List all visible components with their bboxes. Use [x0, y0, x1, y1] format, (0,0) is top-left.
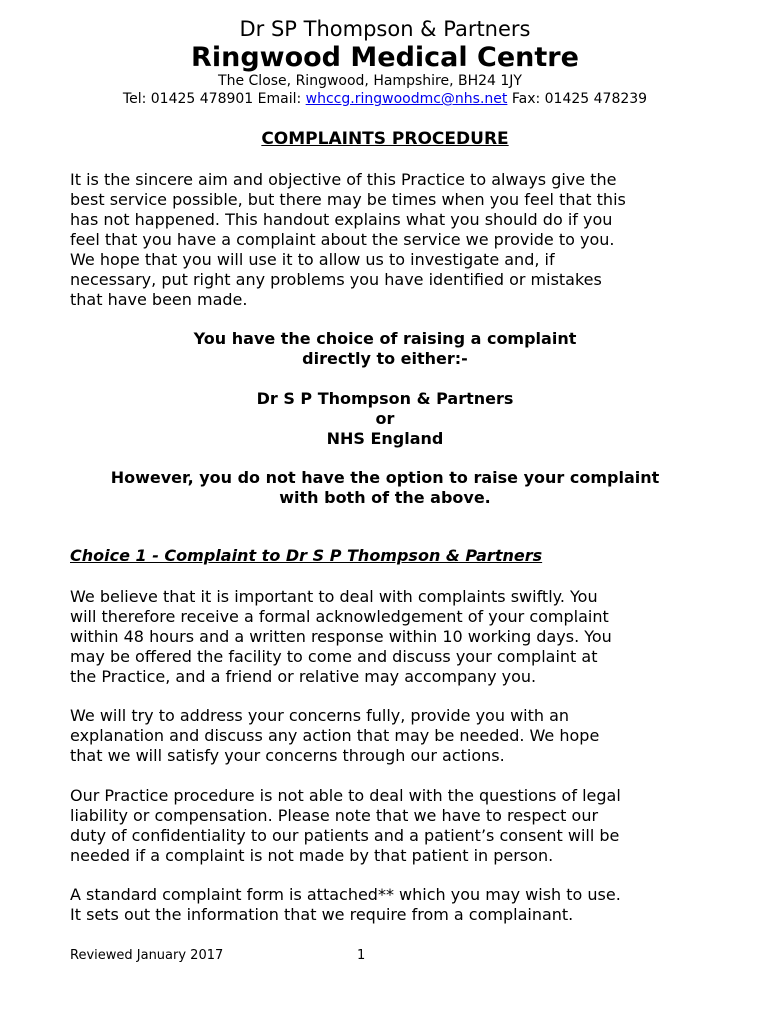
- paragraph-line: liability or compensation. Please note that we have to respect our: [70, 806, 599, 825]
- intro-line: necessary, put right any problems you have identified or mistakes: [70, 270, 602, 289]
- intro-line: that have been made.: [70, 290, 248, 309]
- contact-line: [0, 90, 770, 108]
- footer-page-number: 1: [357, 948, 366, 963]
- warning-line: However, you do not have the option to raise your complaint: [110, 468, 660, 487]
- paragraph-concerns: [70, 706, 710, 766]
- option-nhs-england: NHS England: [326, 429, 444, 448]
- fax-label: Fax: 01425 478239: [507, 91, 648, 107]
- paragraph-line: the Practice, and a friend or relative may accompany you.: [70, 667, 537, 686]
- intro-paragraph: [70, 170, 710, 310]
- address: The Close, Ringwood, Hampshire, BH24 1JY: [218, 73, 522, 89]
- choice-statement: [60, 329, 710, 369]
- centre-name: Ringwood Medical Centre: [191, 42, 579, 73]
- option-practice: Dr S P Thompson & Partners: [256, 389, 514, 408]
- page-title: COMPLAINTS PROCEDURE: [261, 129, 509, 149]
- intro-line: has not happened. This handout explains what you should do if you: [70, 210, 613, 229]
- choice-options: [60, 389, 710, 449]
- paragraph-line: It sets out the information that we require from a complainant.: [70, 905, 574, 924]
- warning-statement: [40, 468, 730, 508]
- paragraph-complaint-form: [70, 885, 710, 925]
- intro-line: We hope that you will use it to allow us to investigate and, if: [70, 250, 555, 269]
- choice-line: You have the choice of raising a complaint: [193, 329, 577, 348]
- email-link[interactable]: whccg.ringwoodmc@nhs.net: [305, 91, 508, 107]
- choice-line: directly to either:-: [302, 349, 468, 368]
- paragraph-line: needed if a complaint is not made by that patient in person.: [70, 846, 554, 865]
- paragraph-line: A standard complaint form is attached** which you may wish to use.: [70, 885, 621, 904]
- paragraph-line: will therefore receive a formal acknowledgement of your complaint: [70, 607, 609, 626]
- intro-line: best service possible, but there may be times when you feel that this: [70, 190, 626, 209]
- warning-line: with both of the above.: [279, 488, 491, 507]
- telephone-label: Tel: 01425 478901 Email:: [122, 91, 306, 107]
- paragraph-line: Our Practice procedure is not able to deal with the questions of legal: [70, 786, 621, 805]
- paragraph-line: duty of confidentiality to our patients and a patient’s consent will be: [70, 826, 620, 845]
- intro-line: feel that you have a complaint about the service we provide to you.: [70, 230, 615, 249]
- paragraph-line: explanation and discuss any action that may be needed. We hope: [70, 726, 600, 745]
- paragraph-confidentiality: [70, 786, 710, 866]
- choice1-heading: Choice 1 - Complaint to Dr S P Thompson & Partners: [70, 546, 543, 565]
- paragraph-line: within 48 hours and a written response within 10 working days. You: [70, 627, 612, 646]
- footer-reviewed-date: Reviewed January 2017: [70, 948, 224, 963]
- intro-line: It is the sincere aim and objective of this Practice to always give the: [70, 170, 617, 189]
- practice-name: Dr SP Thompson & Partners: [239, 17, 531, 41]
- paragraph-line: We will try to address your concerns fully, provide you with an: [70, 706, 570, 725]
- paragraph-response-times: [70, 587, 710, 687]
- paragraph-line: may be offered the facility to come and discuss your complaint at: [70, 647, 598, 666]
- option-or: or: [375, 409, 395, 428]
- paragraph-line: We believe that it is important to deal with complaints swiftly. You: [70, 587, 598, 606]
- paragraph-line: that we will satisfy your concerns through our actions.: [70, 746, 505, 765]
